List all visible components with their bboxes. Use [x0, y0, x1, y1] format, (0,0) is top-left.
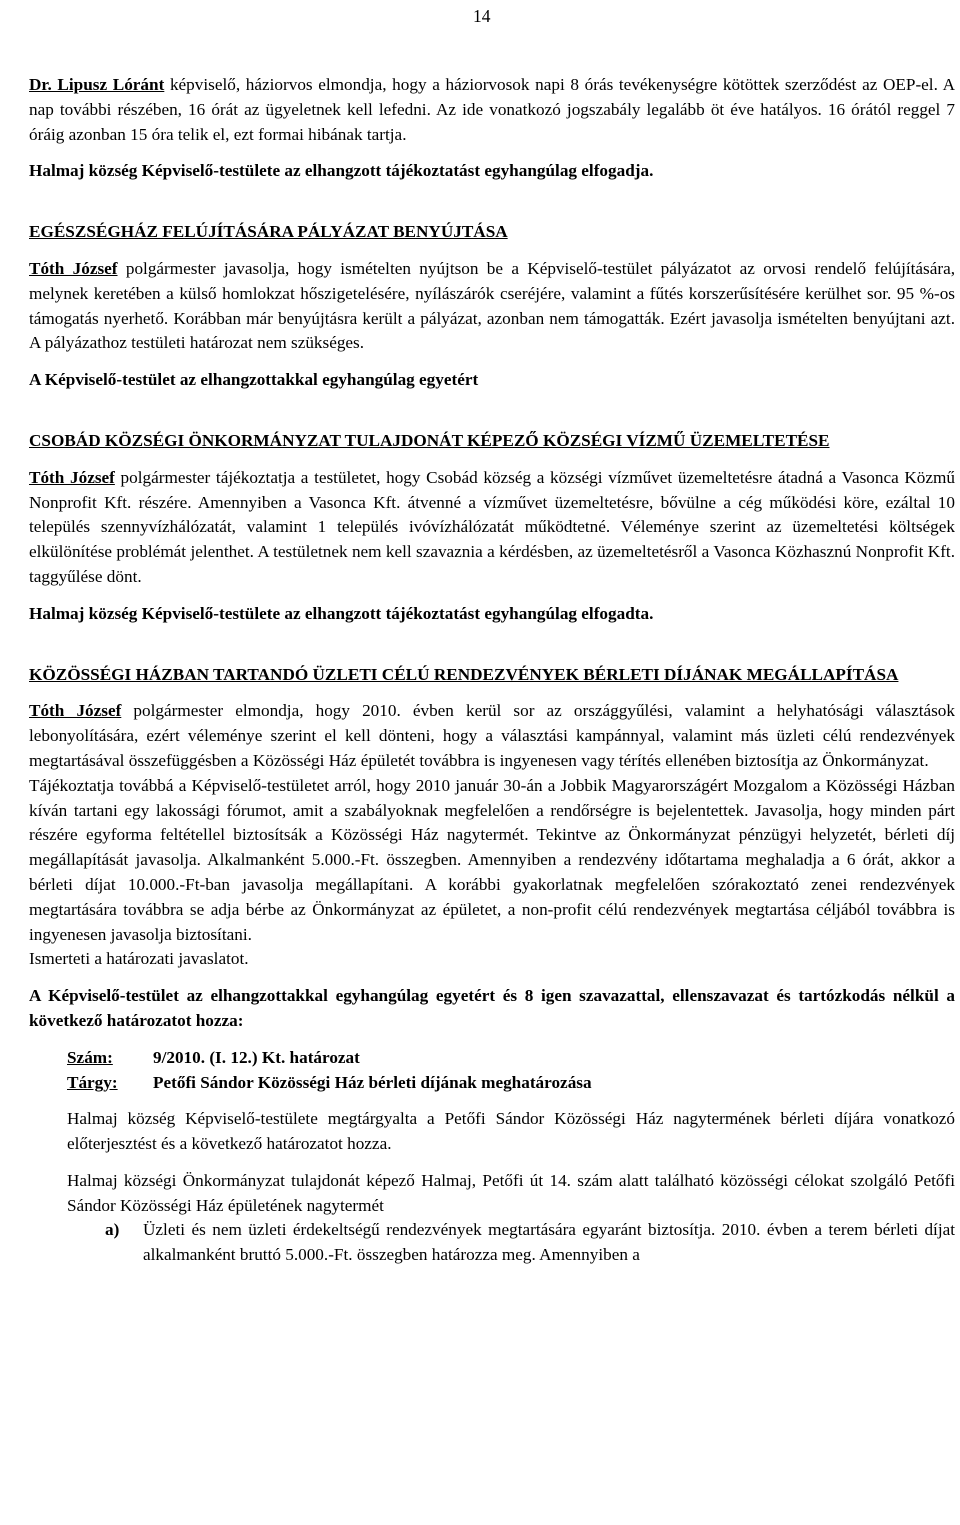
paragraph-lipusz: [29, 73, 955, 147]
paragraph-kozossegi-haz-3: Ismerteti a határozati javaslatot.: [29, 949, 249, 969]
decision-statement: Halmaj község Képviselő-testülete az elhangzott tájékoztatást egyhangúlag elfogadta.: [29, 603, 654, 623]
list-item-text: Üzleti és nem üzleti érdekeltségű rendezvények megtartására egyaránt biztosítja. 2010. évben a terem bérleti díjat alkalmanként bruttó 5.000.-Ft. összegben határozza meg. Amennyiben a: [143, 1220, 955, 1265]
resolution-subject-row: [29, 1071, 955, 1096]
section-heading-vizmu: CSOBÁD KÖZSÉGI ÖNKORMÁNYZAT TULAJDONÁT KÉPEZŐ KÖZSÉGI VÍZMŰ ÜZEMELTETÉSE: [29, 430, 830, 450]
document-body: [29, 73, 955, 1268]
paragraph-egeszseghaz: [29, 257, 955, 356]
resolution-number-label: Szám:: [67, 1047, 113, 1067]
decision-statement: A Képviselő-testület az elhangzottakkal egyhangúlag egyetért: [29, 370, 479, 390]
paragraph-text: polgármester elmondja, hogy 2010. évben kerül sor az országgyűlési, valamint a helyhatósági választások lebonyolítására, ezért véleménye szerint el kell dönteni, hogy a választási kampánnyal, valamint más üzleti célú rendezvények megtartásával összefüggésben a Közösségi Ház épületét továbbra is ingyenesen vagy térítés ellenében biztosítja az Önkormányzat.: [29, 701, 955, 770]
section-heading-egeszseghaz: EGÉSZSÉGHÁZ FELÚJÍTÁSÁRA PÁLYÁZAT BENYÚJTÁSA: [29, 222, 508, 242]
resolution-subject-value: Petőfi Sándor Közösségi Ház bérleti díjának meghatározása: [153, 1072, 592, 1092]
resolution-number-row: [29, 1046, 955, 1071]
paragraph-text: polgármester javasolja, hogy ismételten nyújtson be a Képviselő-testület pályázatot az orvosi rendelő felújítására, melynek keretében a külső homlokzat hőszigetelésére, nyílászárók cseréjére, valamint a fűtés korszerűsítésére kerülhet sor. 95 %-os támogatás nyerhető. Korábban már benyújtásra került a pályázat, azonban nem támogatták. Ezért javasolja ismételten benyújtani azt. A pályázathoz testületi határozat nem szükséges.: [29, 258, 955, 353]
paragraph-text: képviselő, háziorvos elmondja, hogy a háziorvosok napi 8 órás tevékenységre kötöttek szerződést az OEP-el. A nap további részében, 16 órát az ügyeletnek kell lefedni. Az ide vonatkozó jogszabály legalább öt éve hatályos. 16 órától reggel 7 óráig azonban 15 óra telik el, ezt formai hibának tartja.: [29, 75, 955, 144]
paragraph-vizmu: [29, 466, 955, 590]
speaker-name: Dr. Lipusz Lóránt: [29, 75, 165, 94]
decision-statement: A Képviselő-testület az elhangzottakkal egyhangúlag egyetért és 8 igen szavazattal, ellenszavazat és tartózkodás nélkül a következő határozatot hozza:: [29, 986, 955, 1030]
speaker-name: Tóth József: [29, 467, 115, 487]
resolution-subject-label: Tárgy:: [67, 1072, 118, 1092]
decision-statement: Halmaj község Képviselő-testülete az elhangzott tájékoztatást egyhangúlag elfogadja.: [29, 161, 654, 181]
resolution-item-a: [29, 1218, 955, 1268]
resolution-paragraph-2: Halmaj községi Önkormányzat tulajdonát képező Halmaj, Petőfi út 14. szám alatt található közösségi célokat szolgáló Petőfi Sándor Közösségi Ház épületének nagytermét: [67, 1170, 955, 1215]
section-heading-kozossegi-haz: KÖZÖSSÉGI HÁZBAN TARTANDÓ ÜZLETI CÉLÚ RENDEZVÉNYEK BÉRLETI DÍJÁNAK MEGÁLLAPÍTÁSA: [29, 664, 899, 684]
resolution-paragraph-1: Halmaj község Képviselő-testülete megtárgyalta a Petőfi Sándor Közösségi Ház nagytermének bérleti díjára vonatkozó előterjesztést és a következő határozatot hozza.: [67, 1109, 955, 1154]
page-number: 14: [473, 6, 491, 26]
speaker-name: Tóth József: [29, 258, 118, 278]
paragraph-kozossegi-haz-2: Tájékoztatja továbbá a Képviselő-testületet arról, hogy 2010 január 30-án a Jobbik Magyarországért Mozgalom a Közösségi Házban kíván tartani egy lakossági fórumot, amit a szabályoknak megfelelően a rendőrségre is bejelentettek. Javasolja, hogy minden párt részére egyforma feltétellel biztosítsák a Közösségi Ház nagytermét. Tekintve az Önkormányzat pénzügyi helyzetét, bérleti díj megállapítását javasolja. Alkalmanként 5.000.-Ft. összegben. Amennyiben a rendezvény időtartama meghaladja a 6 órát, akkor a bérleti díjat 10.000.-Ft-ban javasolja megállapítani. A korábbi gyakorlatnak megfelelően szórakoztató zenei rendezvények megtartására továbbra se adja bérbe az Önkormányzat az épületet, a non-profit célú rendezvények megtartása céljából továbbra is ingyenesen javasolja biztosítani.: [29, 775, 955, 944]
speaker-name: Tóth József: [29, 701, 122, 721]
list-marker: a): [105, 1220, 120, 1240]
resolution-number-value: 9/2010. (I. 12.) Kt. határozat: [153, 1047, 360, 1067]
paragraph-text: polgármester tájékoztatja a testületet, hogy Csobád község a községi vízművet üzemeltetésre átadná a Vasonca Közmű Nonprofit Kft. részére. Amennyiben a Vasonca Kft. átvenné a vízművet üzemeltetésre, bővülne a cég működési köre, ezáltal 10 település szennyvízhálózatát, valamint 1 település ivóvízhálózatát működtetné. Véleménye szerint az üzemeltetési költségek elkülönítése problémát jelenthet. A testületnek nem kell szavaznia a kérdésben, az üzemeltetésről a Vasonca Közhasznú Nonprofit Kft. taggyűlése dönt.: [29, 467, 955, 586]
paragraph-kozossegi-haz-1: [29, 699, 955, 773]
